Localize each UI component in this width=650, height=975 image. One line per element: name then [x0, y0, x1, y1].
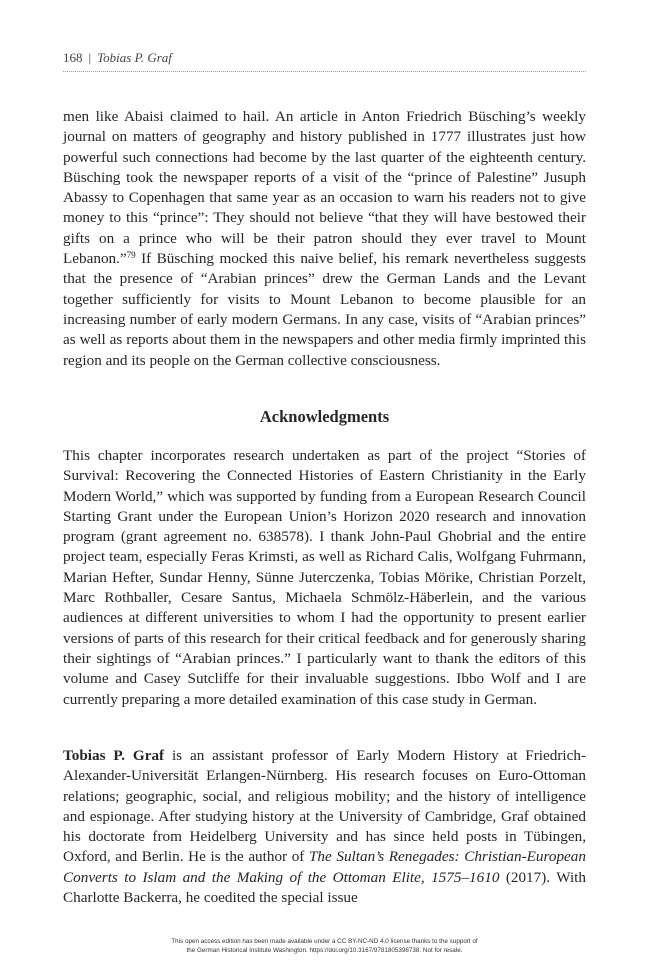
running-head-author: Tobias P. Graf	[97, 50, 172, 65]
body-paragraph-1	[63, 107, 586, 371]
header-separator: |	[88, 50, 92, 65]
license-footer-line-2: the German Historical Institute Washington. https://doi.org/10.3167/9781805398738. Not for resale.	[186, 947, 463, 954]
page-number: 168	[63, 50, 83, 65]
acknowledgments-text: This chapter incorporates research undertaken as part of the project “Stories of Survival: Recovering the Connected Histories of Eastern Christianity in the Early Modern World,” which was supported by funding from a European Research Council Starting Grant under the European Union’s Horizon 2020 research and innovation program (grant agreement no. 638578). I thank John-Paul Ghobrial and the entire project team, especially Feras Krimsti, as well as Richard Calis, Wolfgang Fuhrmann, Marian Hefter, Sundar Henny, Sünne Juterczenka, Tobias Mörike, Christian Porzelt, Marc Rothballer, Cesare Santus, Michaela Schmölz-Häberlein, and the various audiences at different universities to whom I had the opportunity to present earlier versions of parts of this research for their critical feedback and for generously sharing their sightings of “Arabian princes.” I particularly want to thank the editors of this volume and Casey Sutcliffe for their invaluable suggestions. Ibbo Wolf and I are currently preparing a more detailed examination of this case study in German.	[63, 447, 586, 708]
section-heading: Acknowledgments	[259, 407, 390, 426]
footnote-marker-79: 79	[126, 250, 136, 261]
paragraph-1-text-a: men like Abaisi claimed to hail. An article in Anton Friedrich Büsching’s weekly journal on matters of geography and history published in 1777 illustrates just how powerful such connections had become by the last quarter of the eighteenth century. Büsching took the newspaper reports of a visit of the “prince of Palestine” Jusuph Abassy to Copenhagen that same year as an occasion to warn his readers not to give money to this “prince”: They should not believe “that they will have bestowed their gifts on a prince who will be their patron should they ever travel to Mount Lebanon.”	[63, 108, 586, 268]
license-footer-line-1: This open access edition has been made available under a CC BY-NC-ND 4.0 license thanks to the support of	[171, 938, 478, 945]
running-head	[63, 50, 586, 72]
author-bio	[63, 746, 586, 908]
author-bio-name: Tobias P. Graf	[63, 747, 165, 764]
author-bio-text-a: is an assistant professor of Early Modern History at Friedrich-Alexander-Universität Erlangen-Nürnberg. His research focuses on Euro-Ottoman relations; geographic, social, and religious mobility; and the history of intelligence and espionage. After studying history at the University of Cambridge, Graf obtained his doctorate from Heidelberg University and has since held posts in Tübingen, Oxford, and Berlin. He is the author of	[63, 747, 586, 866]
book-title: The Sultan’s Renegades: Christian-European Converts to Islam and the Making of the Ottoman Elite, 1575–1610	[63, 848, 586, 886]
license-footer	[63, 937, 586, 955]
paragraph-1-text-b: If Büsching mocked this naive belief, his remark nevertheless suggests that the presence of “Arabian princes” drew the German Lands and the Levant together sufficiently for visits to Mount Lebanon to become plausible for an increasing number of early modern Germans. In any case, visits of “Arabian princes” as well as reports about them in the newspapers and other media firmly imprinted this region and its people on the German collective consciousness.	[63, 250, 586, 369]
author-bio-text-b: (2017). With Charlotte Backerra, he coedited the special issue	[63, 868, 586, 907]
acknowledgments-paragraph	[63, 446, 586, 710]
